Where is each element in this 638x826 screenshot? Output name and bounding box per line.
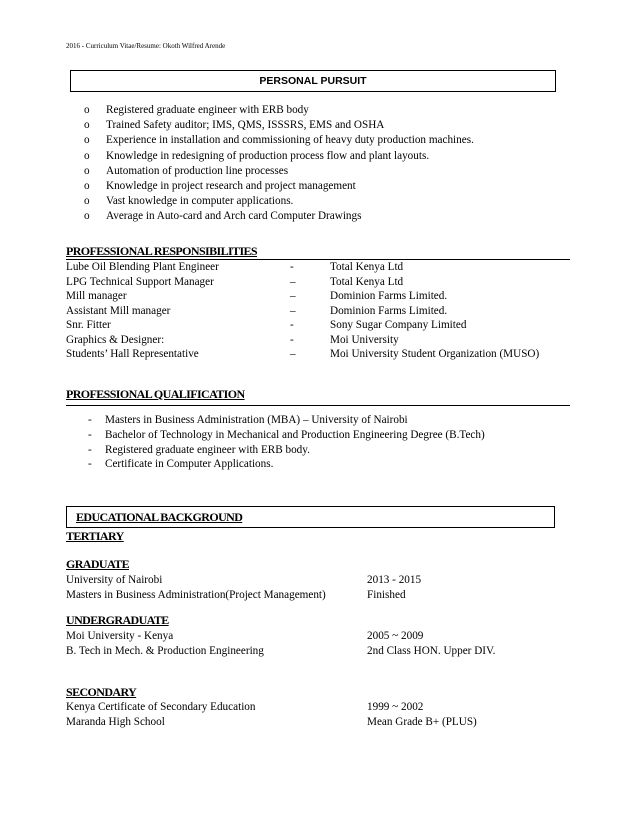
bullet-o-icon: o (84, 149, 90, 162)
education-heading: EDUCATIONAL BACKGROUND (66, 506, 555, 528)
list-item: o Experience in installation and commissioning of heavy duty production machines. (84, 133, 584, 148)
list-item: o Registered graduate engineer with ERB body (84, 103, 584, 118)
qualification-list (88, 413, 485, 472)
bullet-o-icon: o (84, 210, 90, 223)
list-item: - Bachelor of Technology in Mechanical and Production Engineering Degree (B.Tech) (88, 428, 485, 441)
tertiary-heading: TERTIARY (66, 529, 124, 543)
qualification-heading: PROFESSIONAL QUALIFICATION (66, 387, 245, 401)
list-item: o Average in Auto-card and Arch card Computer Drawings (84, 209, 584, 224)
bullet-o-icon: o (84, 164, 90, 177)
responsibilities-heading: PROFESSIONAL RESPONSIBILITIES (66, 244, 258, 258)
personal-pursuit-title: PERSONAL PURSUIT (70, 70, 556, 92)
list-item: o Automation of production line processes (84, 164, 584, 179)
list-item: o Knowledge in redesigning of production process flow and plant layouts. (84, 149, 584, 164)
list-item: - Masters in Business Administration (MBA) – University of Nairobi (88, 414, 408, 426)
personal-pursuit-list (84, 103, 584, 225)
list-item: - Registered graduate engineer with ERB body. (88, 443, 310, 456)
bullet-dash-icon: - (88, 414, 92, 426)
bullet-dash-icon: - (88, 428, 92, 441)
bullet-o-icon: o (84, 180, 90, 193)
bullet-o-icon: o (84, 195, 90, 208)
bullet-o-icon: o (84, 119, 90, 132)
bullet-dash-icon: - (88, 458, 92, 471)
list-item: o Trained Safety auditor; IMS, QMS, ISSSRS, EMS and OSHA (84, 118, 584, 133)
secondary-heading: SECONDARY (66, 685, 137, 699)
graduate-heading: GRADUATE (66, 557, 129, 571)
bullet-dash-icon: - (88, 443, 92, 456)
list-item: - Certificate in Computer Applications. (88, 458, 274, 471)
section-divider (66, 405, 570, 406)
list-item: o Vast knowledge in computer applications. (84, 194, 584, 209)
page-header: 2016 - Curriculum Vitae/Resume: Okoth Wilfred Arende (66, 42, 226, 50)
undergraduate-heading: UNDERGRADUATE (66, 613, 169, 627)
cv-page: 2016 - Curriculum Vitae/Resume: Okoth Wilfred Arende PERSONAL PURSUIT o Registered graduate engineer with ERB body o Trained Safety auditor; IMS, QMS, ISSSRS, EMS and OSHA o Experience in installation and commissioning of heavy duty production machines. o Knowledge in redesigning of production process flow and plant layouts. o Automation of production line processes o Knowledge in project research and project management o Vast knowledge in computer applications. o Average in Auto-card and Arch card Computer Drawings PROFESSIONAL RESPONSIBILITIES Lube Oil Blending Plant Engineer - Total Kenya Ltd LPG Technical Support Manager – Total Kenya Ltd Mill manager – Dominion Farms Limited. Assistant Mill manager – Dominion Farms Limited. Snr. Fitter - Sony Sugar Company Limited Graphics & Designer: - Moi University Students’ Hall Representative – Moi University Student Organization (MUSO) PROFESSIONAL QUALIFICATION - Masters in Business Administration (MBA) – University of Nairobi - Bachelor of Technology in Mechanical and Production Engineering Degree (B.Tech) - Registered graduate engineer with ERB body. - Certificate in Computer Applications. EDUCATIONAL BACKGROUND TERTIARY GRADUATE University of Nairobi 2013 - 2015 Masters in Business Administration(Project Management) Finished UNDERGRADUATE Moi University - Kenya 2005 ~ 2009 B. Tech in Mech. & Production Engineering 2nd Class HON. Upper DIV. SECONDARY Kenya Certificate of Secondary Education 1999 ~ 2002 Maranda High School Mean Grade B+ (PLUS) (0, 0, 638, 826)
bullet-o-icon: o (84, 104, 90, 116)
bullet-o-icon: o (84, 134, 90, 147)
list-item: o Knowledge in project research and project management (84, 179, 584, 194)
